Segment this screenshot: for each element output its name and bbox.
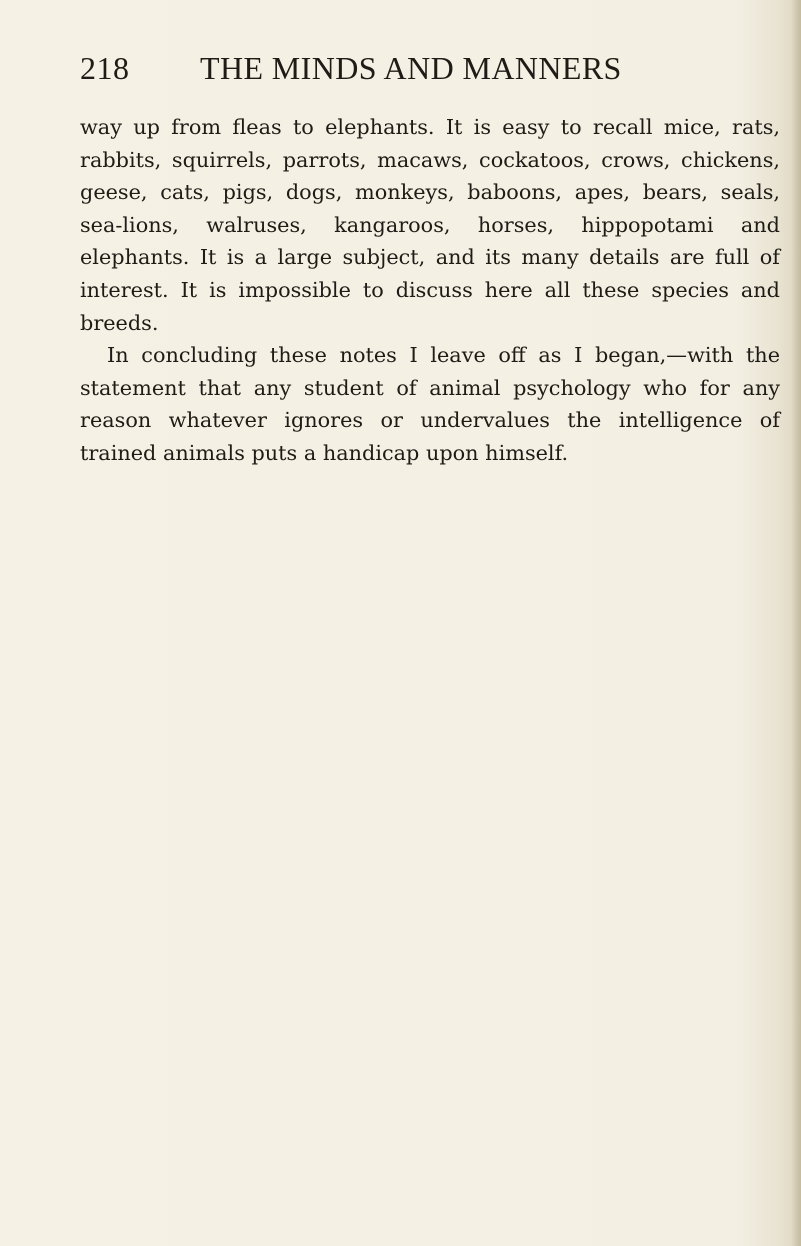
running-title: THE MINDS AND MANNERS <box>200 50 622 86</box>
page-edge-shadow <box>791 0 801 1246</box>
paragraph-continued: way up from fleas to elephants. It is easy to recall mice, rats, rabbits, squirrels, parrots, macaws, cockatoos, crows, chickens, geese, cats, pigs, dogs, monkeys, baboons, apes, bears, seals, sea-lions, walruses, kangaroos, horses, hippopotami and elephants. It is a large subject, and its many details are full of interest. It is impossible to discuss here all these species and breeds. <box>80 115 780 335</box>
body-text <box>80 111 780 470</box>
page-number: 218 <box>80 50 130 86</box>
running-head <box>80 50 680 86</box>
paragraph-concluding: In concluding these notes I leave off as I began,—with the statement that any student of animal psychology who for any reason whatever ignores or undervalues the intelligence of trained animals puts a handicap upon himself. <box>80 343 780 465</box>
